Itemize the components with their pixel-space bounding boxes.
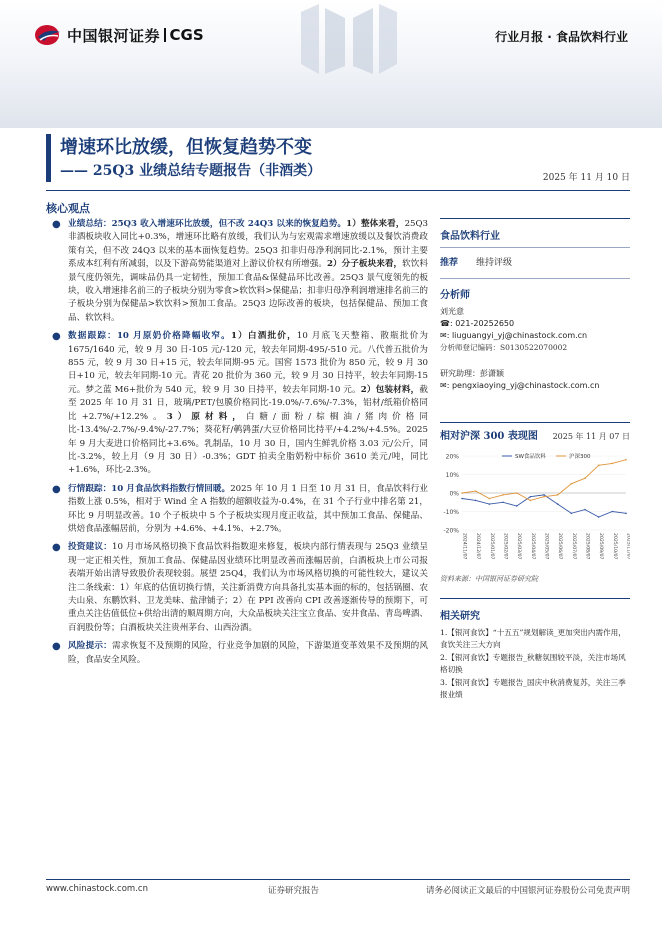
sidebar: [440, 218, 630, 702]
bullet-text: 2025 年 10 月 1 日至 10 月 31 日，食品饮料行业指数上涨 0.5%，相对于 Wind 全 A 指数的超额收益为-0.4%，在 31 个子行业中排名第 21，环比 9 月明显改善。10 个子板块中 5 个子板块实现月度正收益，其中预加工食品、保健品、烘焙食品涨幅居前，分别为 +4.6%、+4.1%、+2.7%。: [68, 483, 428, 534]
bullet-text: 需求恢复不及预期的风险，行业竞争加剧的风险，下游渠道变革效果不及预期的风险，食品安全风险。: [68, 641, 428, 665]
assistant-email[interactable]: pengxiaoying_yj@chinastock.com.cn: [451, 381, 600, 390]
email-icon: ✉: [440, 331, 447, 340]
sidebar-divider: [440, 218, 630, 219]
chart-x-tick: 2025/06/07: [557, 533, 563, 560]
title-divider: [46, 190, 630, 191]
title-accent-bar: [46, 134, 51, 182]
chart-point: [625, 513, 627, 515]
chart-series-line: [462, 495, 626, 517]
chart-x-tick: 2025/10/07: [611, 533, 617, 560]
analyst-cert: 分析师登记编码：S0130522070002: [440, 343, 568, 352]
chart-point: [516, 492, 518, 494]
chart-x-tick: 2025/07/07: [570, 533, 576, 560]
assistant-email-row[interactable]: ✉: pengxiaoying_yj@chinastock.com.cn: [440, 381, 600, 390]
chart-y-tick: 20%: [445, 453, 459, 461]
email-address[interactable]: liuguangyi_yj@chinastock.com.cn: [451, 331, 588, 340]
bullet-text: 白糖/面粉/棕榈油/猪肉价格同比-13.4%/-2.7%/-9.4%/-27.7%；葵花籽/鹌鹑蛋/大豆价格同比持平/+4.2%/+4.5%。2025 年 9 月大麦进口价格同比+3.6%。乳制品，10 月 30 日，国内生鲜乳价格 3.03 元/公斤，同比-3.2%，较上月（9 月 30 日）-0.3%；GDT 拍卖全脂奶粉中标价 3610 美元/吨，同比+1.6%，环比-2.3%。: [68, 411, 428, 476]
report-date: 2025 年 11 月 10 日: [542, 173, 630, 183]
chart-y-tick: -10%: [443, 509, 459, 516]
chart-x-tick: 2024/12/07: [475, 533, 481, 560]
phone-icon: ☎: [440, 319, 450, 328]
relative-performance-chart: [440, 448, 630, 568]
analyst-phone: ☎: 021-20252650: [440, 319, 515, 328]
chart-point: [475, 500, 477, 502]
phone-number: 021-20252650: [455, 319, 515, 328]
bullet-text: 2）包装材料，: [360, 384, 420, 395]
chart-y-tick: 10%: [445, 472, 459, 479]
bullet-text: 软饮料景气度仍领先，调味品仍具一定韧性，预加工食品&保健品环比改善。25Q3 景气度领先的板块，收入增速排名前三的子板块分别为零食>软饮料>保健品；扣非归母净利润增速排名前三的子板块分别为保健品>软饮料>预加工食品。25Q3 边际改善的板块，包括保健品、预加工食品、软饮料。: [68, 259, 428, 323]
related-item[interactable]: 2.【银河食饮】专题报告_秋糖氛围较平淡，关注市场风格切换: [440, 653, 626, 674]
chart-point: [598, 464, 600, 466]
chart-x-tick: 2025/05/07: [543, 533, 549, 560]
related-item[interactable]: 3.【银河食饮】专题报告_国庆中秋消费复苏，关注三季报业绩: [440, 678, 626, 699]
chart-date: 2025 年 11 月 07 日: [552, 432, 630, 441]
company-logo: [34, 24, 204, 46]
core-bullet: [50, 640, 428, 667]
chart-point: [625, 459, 627, 461]
related-heading: 相关研究: [440, 611, 480, 622]
chart-x-tick: 2025/03/07: [516, 533, 522, 560]
chart-header: [440, 427, 630, 442]
bullet-dot-icon: ●: [52, 641, 61, 653]
cgs-logo-icon: [34, 24, 62, 46]
bullet-dot-icon: ●: [52, 219, 61, 230]
analyst-name: 刘光意: [440, 307, 464, 316]
chart-y-tick: 0%: [449, 490, 459, 498]
chart-legend-label: 沪深300: [569, 454, 591, 460]
chart-point: [461, 492, 463, 494]
chart-point: [461, 498, 463, 500]
report-type: 行业月报 · 食品饮料行业: [495, 30, 628, 44]
bullet-text: 截至 2025 年 10 月 31 日，玻璃/PET/包膜价格同比-19.0%/-7.6%/-7.3%，铝材/纸箱价格同比+2.7%/+12.2%。: [68, 384, 429, 422]
related-item[interactable]: 1.【银河食饮】“十五五”规划解读_更加突出内需作用，食饮关注三大方向: [440, 628, 626, 649]
core-bullet: [50, 330, 428, 477]
bullet-text: 1）整体来看，: [346, 219, 405, 229]
chart-title: 相对沪深 300 表现图: [440, 431, 538, 442]
rating-value: 维持评级: [476, 257, 513, 268]
core-bullet: [50, 483, 428, 537]
footer-divider: [46, 879, 630, 880]
chart-point: [584, 477, 586, 479]
chart-x-tick: 2025/01/07: [488, 533, 494, 560]
bullet-text: 2）分子板块来看，: [327, 259, 403, 270]
sidebar-divider: [440, 598, 630, 599]
header-banner: [0, 0, 662, 128]
bullet-dot-icon: ●: [52, 542, 61, 554]
logo-divider: [164, 28, 166, 42]
footer-disclaimer: 请务必阅读正文最后的中国银河证券股份公司免责声明: [425, 886, 630, 896]
bullet-text: 25Q3 非酒板块收入同比+0.3%，增速环比略有放缓，我们认为与宏观需求增速放缓以及餐饮消费政策有关，但不改 24Q3 以来的基本面恢复趋势。25Q3 扣非归母净利润同比-2.1%，预计主要系成本红利有所减弱，以及下游高势能渠道对上游议价权有所增强。: [68, 219, 429, 270]
core-points: [50, 218, 428, 672]
bullet-text: 10 月底飞天整箱、散瓶批价为 1675/1640 元，较 9 月 30 日-105 元/-120 元，较去年同期-495/-510 元。八代普五批价为 855 元，较 9 月 30 日+15 元，较去年同期-95 元。国窖 1573 批价为 850 元，较 9 月 30 日+10 元，较去年同期-10 元。青花 20 批价为 360 元，较 9 月 30 日持平，较去年同期-15 元。梦之蓝 M6+批价为 540 元，较 9 月 30 日持平，较去年同期-10 元。: [68, 331, 428, 395]
sidebar-divider: [440, 422, 630, 423]
bullet-text: 10 月市场风格切换下食品饮料指数迎来修复，板块内部行情表现与 25Q3 业绩呈现一定正相关性，预加工食品、保健品因业绩环比明显改善而涨幅居前，白酒板块上市公司报表端开始出清导致股价表现较弱。展望 25Q4，我们认为市场风格切换的可能性较大，建议关注二条线索：1）年底的估值切换行情，关注新消费方向具备扎实基本面的标的，包括锅圈、农夫山泉、东鹏饮料、卫龙美味、盐津铺子；2）在 PPI 改善向 CPI 改善逐渐传导的预期下，可重点关注估值低位+供给出清的顺周期方向，大众品板块关注宝立食品、安井食品、青岛啤酒、百润股份等；白酒板块关注贵州茅台、山西汾酒。: [68, 542, 428, 633]
analyst-email[interactable]: ✉: liuguangyi_yj@chinastock.com.cn: [440, 331, 588, 340]
chart-x-tick: 2025/04/07: [529, 533, 535, 560]
bullet-text: 3）原材料，: [166, 411, 246, 422]
email-icon: ✉: [440, 381, 447, 390]
assistant-name: 研究助理：彭潇颖: [440, 369, 504, 378]
chart-point: [530, 500, 532, 502]
chart-point: [516, 505, 518, 507]
chart-point: [489, 503, 491, 505]
chart-x-tick: 2025/02/07: [502, 533, 508, 560]
chart-point: [557, 503, 559, 505]
bullet-text: 业绩总结：25Q3 收入增速环比放缓，但不改 24Q3 以来的恢复趋势。: [68, 219, 347, 229]
bullet-text: 风险提示：: [68, 641, 112, 652]
chart-x-tick: 2024/11/07: [461, 533, 467, 560]
chart-point: [571, 483, 573, 485]
chart-source: 资料来源：中国银河证券研究院: [440, 575, 538, 583]
bullet-text: 投资建议：: [68, 542, 113, 553]
chart-point: [530, 496, 532, 498]
core-bullet: [50, 218, 428, 325]
chart-x-tick: 2025/09/07: [598, 533, 604, 560]
chart-point: [584, 509, 586, 511]
chart-y-tick: -20%: [443, 527, 459, 535]
bullet-dot-icon: ●: [52, 483, 61, 495]
footer-site[interactable]: www.chinastock.com.cn: [46, 884, 148, 894]
analyst-heading: 分析师: [440, 290, 470, 301]
logo-text-en: CGS: [169, 26, 204, 44]
bullet-dot-icon: ●: [52, 331, 61, 343]
chart-point: [475, 490, 477, 492]
chart-point: [612, 511, 614, 513]
rating-key: 推荐: [440, 257, 459, 268]
chart-x-tick: 2025/11/07: [625, 533, 630, 560]
chart-legend-label: SW食品饮料: [515, 454, 546, 460]
chart-point: [598, 516, 600, 518]
rating-row: [440, 255, 630, 268]
sub-title: —— 25Q3 业绩总结专题报告（非酒类）: [60, 163, 322, 179]
chart-point: [543, 496, 545, 498]
chart-point: [502, 501, 504, 503]
related-list: [440, 627, 630, 700]
logo-text-cn: 中国银河证券: [67, 26, 161, 45]
chart-point: [612, 463, 614, 465]
main-title: 增速环比放缓，但恢复趋势不变: [60, 137, 312, 158]
sidebar-divider: [440, 278, 630, 279]
bullet-text: 行情跟踪：10 月食品饮料指数行情回暖。: [68, 483, 231, 494]
industry-label: 食品饮料行业: [440, 231, 500, 242]
sidebar-divider: [440, 247, 630, 248]
footer-center: 证券研究报告: [268, 886, 320, 896]
chart-point: [557, 494, 559, 496]
bullet-text: 1）白酒批价，: [230, 331, 297, 342]
core-heading: 核心观点: [46, 202, 90, 215]
chart-point: [571, 513, 573, 515]
chart-point: [489, 498, 491, 500]
bullet-text: 数据跟踪：10 月原奶价格降幅收窄。: [68, 331, 231, 342]
core-bullet: [50, 541, 428, 635]
chart-x-tick: 2025/08/07: [584, 533, 590, 560]
banner-decoration: [295, 4, 405, 84]
chart-point: [543, 494, 545, 496]
chart-point: [502, 494, 504, 496]
